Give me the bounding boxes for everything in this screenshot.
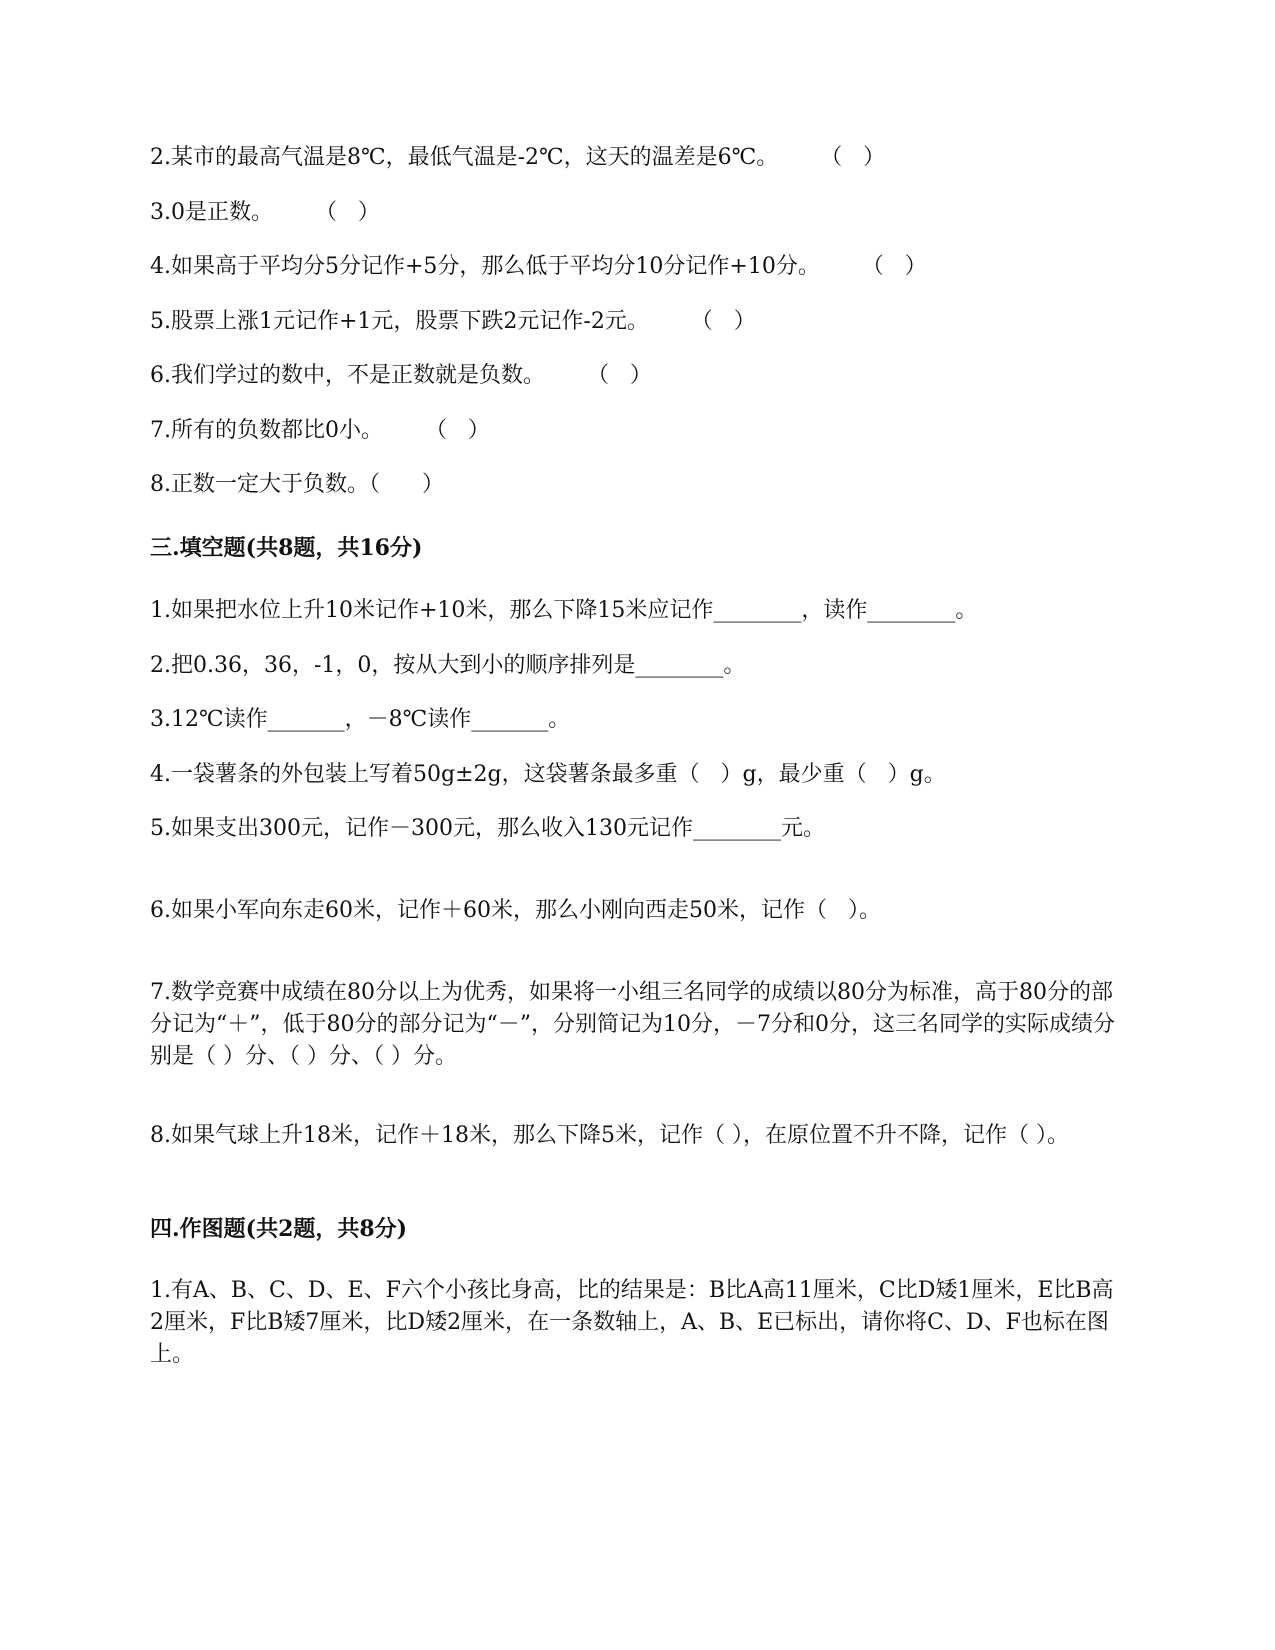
draw-item: 1.有A、B、C、D、E、F六个小孩比身高，比的结果是：B比A高11厘米，C比D矮1厘米，E比B高2厘米，F比B矮7厘米，比D矮2厘米，在一条数轴上，A、B、E已标出，请你将C、D、F也标在图上。 (150, 1278, 1114, 1367)
fill-item: 2.把0.36，36，-1，0，按从大到小的顺序排列是________。 (150, 653, 746, 678)
fill-item: 3.12℃读作_______，－8℃读作_______。 (150, 707, 571, 732)
fill-item: 4.一袋薯条的外包装上写着50g±2g，这袋薯条最多重（ ）g，最少重（ ）g。 (150, 762, 946, 787)
fill-item: 5.如果支出300元，记作－300元，那么收入130元记作________元。 (150, 816, 825, 841)
judge-item: 2.某市的最高气温是8℃，最低气温是-2℃，这天的温差是6℃。 （ ） (150, 145, 886, 170)
fill-item: 1.如果把水位上升10米记作+10米，那么下降15米应记作________，读作________。 (150, 598, 978, 623)
section-heading-fill: 三.填空题(共8题，共16分) (150, 535, 423, 561)
fill-item: 6.如果小军向东走60米，记作＋60米，那么小刚向西走50米，记作（ ）。 (150, 898, 881, 923)
judge-item: 8.正数一定大于负数。（ ） (150, 472, 444, 497)
judge-item: 7.所有的负数都比0小。 （ ） (150, 418, 490, 443)
section-heading-draw: 四.作图题(共2题，共8分) (150, 1216, 408, 1242)
judge-item: 5.股票上涨1元记作+1元，股票下跌2元记作-2元。 （ ） (150, 309, 756, 334)
judge-item: 6.我们学过的数中，不是正数就是负数。 （ ） (150, 363, 652, 388)
fill-item: 7.数学竞赛中成绩在80分以上为优秀，如果将一小组三名同学的成绩以80分为标准，高于80分的部分记为“＋”，低于80分的部分记为“－”，分别简记为10分，－7分和0分，这三名同学的实际成绩分别是（ ）分、（ ）分、（ ）分。 (150, 980, 1115, 1069)
judge-item: 3.0是正数。 （ ） (150, 200, 380, 225)
fill-item: 8.如果气球上升18米，记作＋18米，那么下降5米，记作（ ），在原位置不升不降，记作（ ）。 (150, 1123, 1069, 1148)
judge-item: 4.如果高于平均分5分记作+5分，那么低于平均分10分记作+10分。 （ ） (150, 254, 927, 279)
